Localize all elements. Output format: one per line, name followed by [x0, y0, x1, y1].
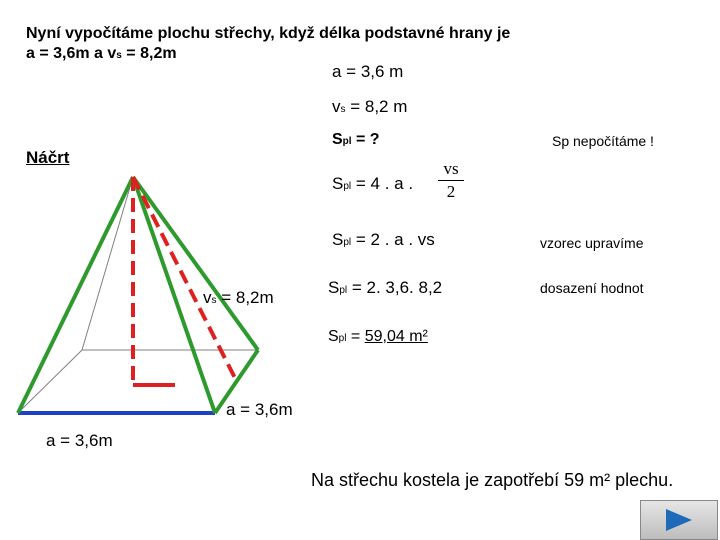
- fraction-numerator: vs: [443, 159, 459, 178]
- slant-height-vs: [133, 177, 237, 382]
- title-line-1: Nyní vypočítáme plochu střechy, když délka podstavné hrany je: [26, 25, 511, 42]
- sketch-label: Náčrt: [26, 148, 70, 167]
- lateral-edge-right: [133, 177, 258, 350]
- formula-3: Spl = 2. 3,6. 8,2: [328, 278, 443, 297]
- formula-3-note: dosazení hodnot: [540, 280, 644, 296]
- play-icon: [666, 509, 692, 531]
- given-spl: Spl = ?: [332, 131, 380, 148]
- formula-2-note: vzorec upravíme: [540, 235, 644, 251]
- formula-2: Spl = 2 . a . vs: [332, 230, 435, 249]
- formula-1: Spl = 4 . a .: [332, 174, 414, 193]
- title-line-2: a = 3,6m a vs = 8,2m: [26, 45, 177, 62]
- result: Spl = 59,04 m²: [328, 328, 428, 345]
- next-slide-button[interactable]: [640, 500, 718, 540]
- lateral-edge-left: [18, 177, 133, 413]
- label-a-front: a = 3,6m: [226, 400, 293, 419]
- sp-note: Sp nepočítáme !: [552, 133, 654, 149]
- hidden-base-edge-left: [18, 350, 82, 413]
- label-a-bottom: a = 3,6m: [46, 431, 113, 450]
- given-a: a = 3,6 m: [332, 62, 404, 81]
- fraction-denominator: 2: [446, 182, 456, 201]
- label-vs: vs = 8,2m: [203, 288, 274, 307]
- given-vs: vs = 8,2 m: [332, 97, 408, 116]
- conclusion: Na střechu kostela je zapotřebí 59 m² plechu.: [311, 470, 674, 490]
